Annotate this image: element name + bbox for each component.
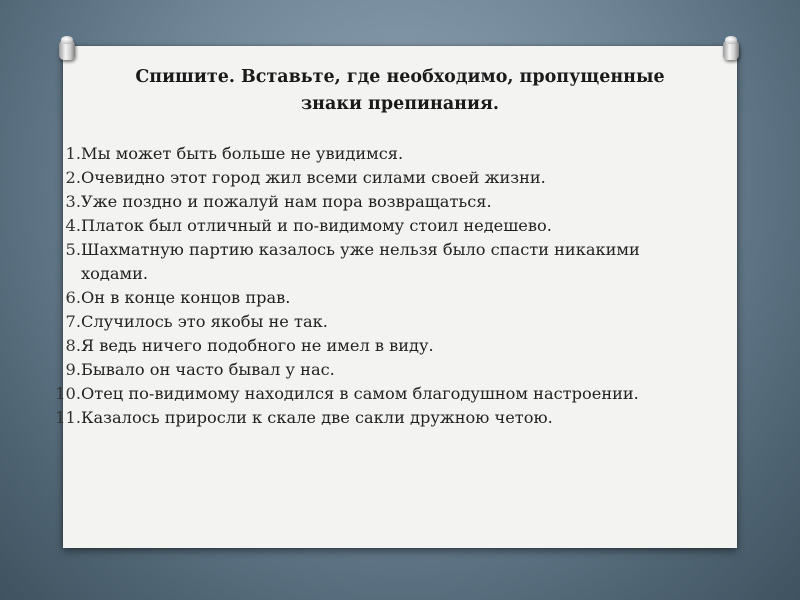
item-text: Бывало он часто бывал у нас. [81,360,335,379]
item-text: Отец по-видимому находился в самом благодушном настроении. [81,384,639,403]
list-item [0,190,800,214]
item-text: Он в конце концов прав. [81,288,291,307]
exercise-list [0,142,800,430]
title-line-1: Спишите. Вставьте, где необходимо, пропущенные [135,67,665,87]
item-text: Казалось приросли к скале две сакли дружною четою. [81,408,553,427]
list-item [0,358,800,382]
item-text: Очевидно этот город жил всеми силами своей жизни. [81,168,546,187]
item-number: 11. [55,408,81,427]
item-text: Я ведь ничего подобного не имел в виду. [81,336,434,355]
list-item [0,334,800,358]
pushpin-icon-right [723,40,739,60]
item-number: 4. [65,216,81,235]
pushpin-icon-left [59,40,75,60]
list-item [0,382,800,406]
list-item [0,214,800,238]
list-item [0,238,800,286]
item-number: 2. [65,168,81,187]
item-number: 3. [65,192,81,211]
item-text: Уже поздно и пожалуй нам пора возвращаться. [81,192,492,211]
item-number: 6. [65,288,81,307]
item-text-continuation: ходами. [81,264,149,283]
list-item [0,142,800,166]
item-number: 10. [55,384,81,403]
item-number: 9. [65,360,81,379]
title-line-2: знаки препинания. [301,94,499,114]
list-item [0,166,800,190]
item-text: Мы может быть больше не увидимся. [81,144,404,163]
item-number: 1. [65,144,81,163]
item-number: 5. [65,240,81,259]
slide-title [63,64,737,118]
list-item [0,286,800,310]
item-text: Платок был отличный и по-видимому стоил недешево. [81,216,552,235]
item-text: Случилось это якобы не так. [81,312,328,331]
list-item [0,310,800,334]
list-item [0,406,800,430]
item-text: Шахматную партию казалось уже нельзя было спасти никакими [81,240,640,259]
item-number: 7. [65,312,81,331]
item-number: 8. [65,336,81,355]
